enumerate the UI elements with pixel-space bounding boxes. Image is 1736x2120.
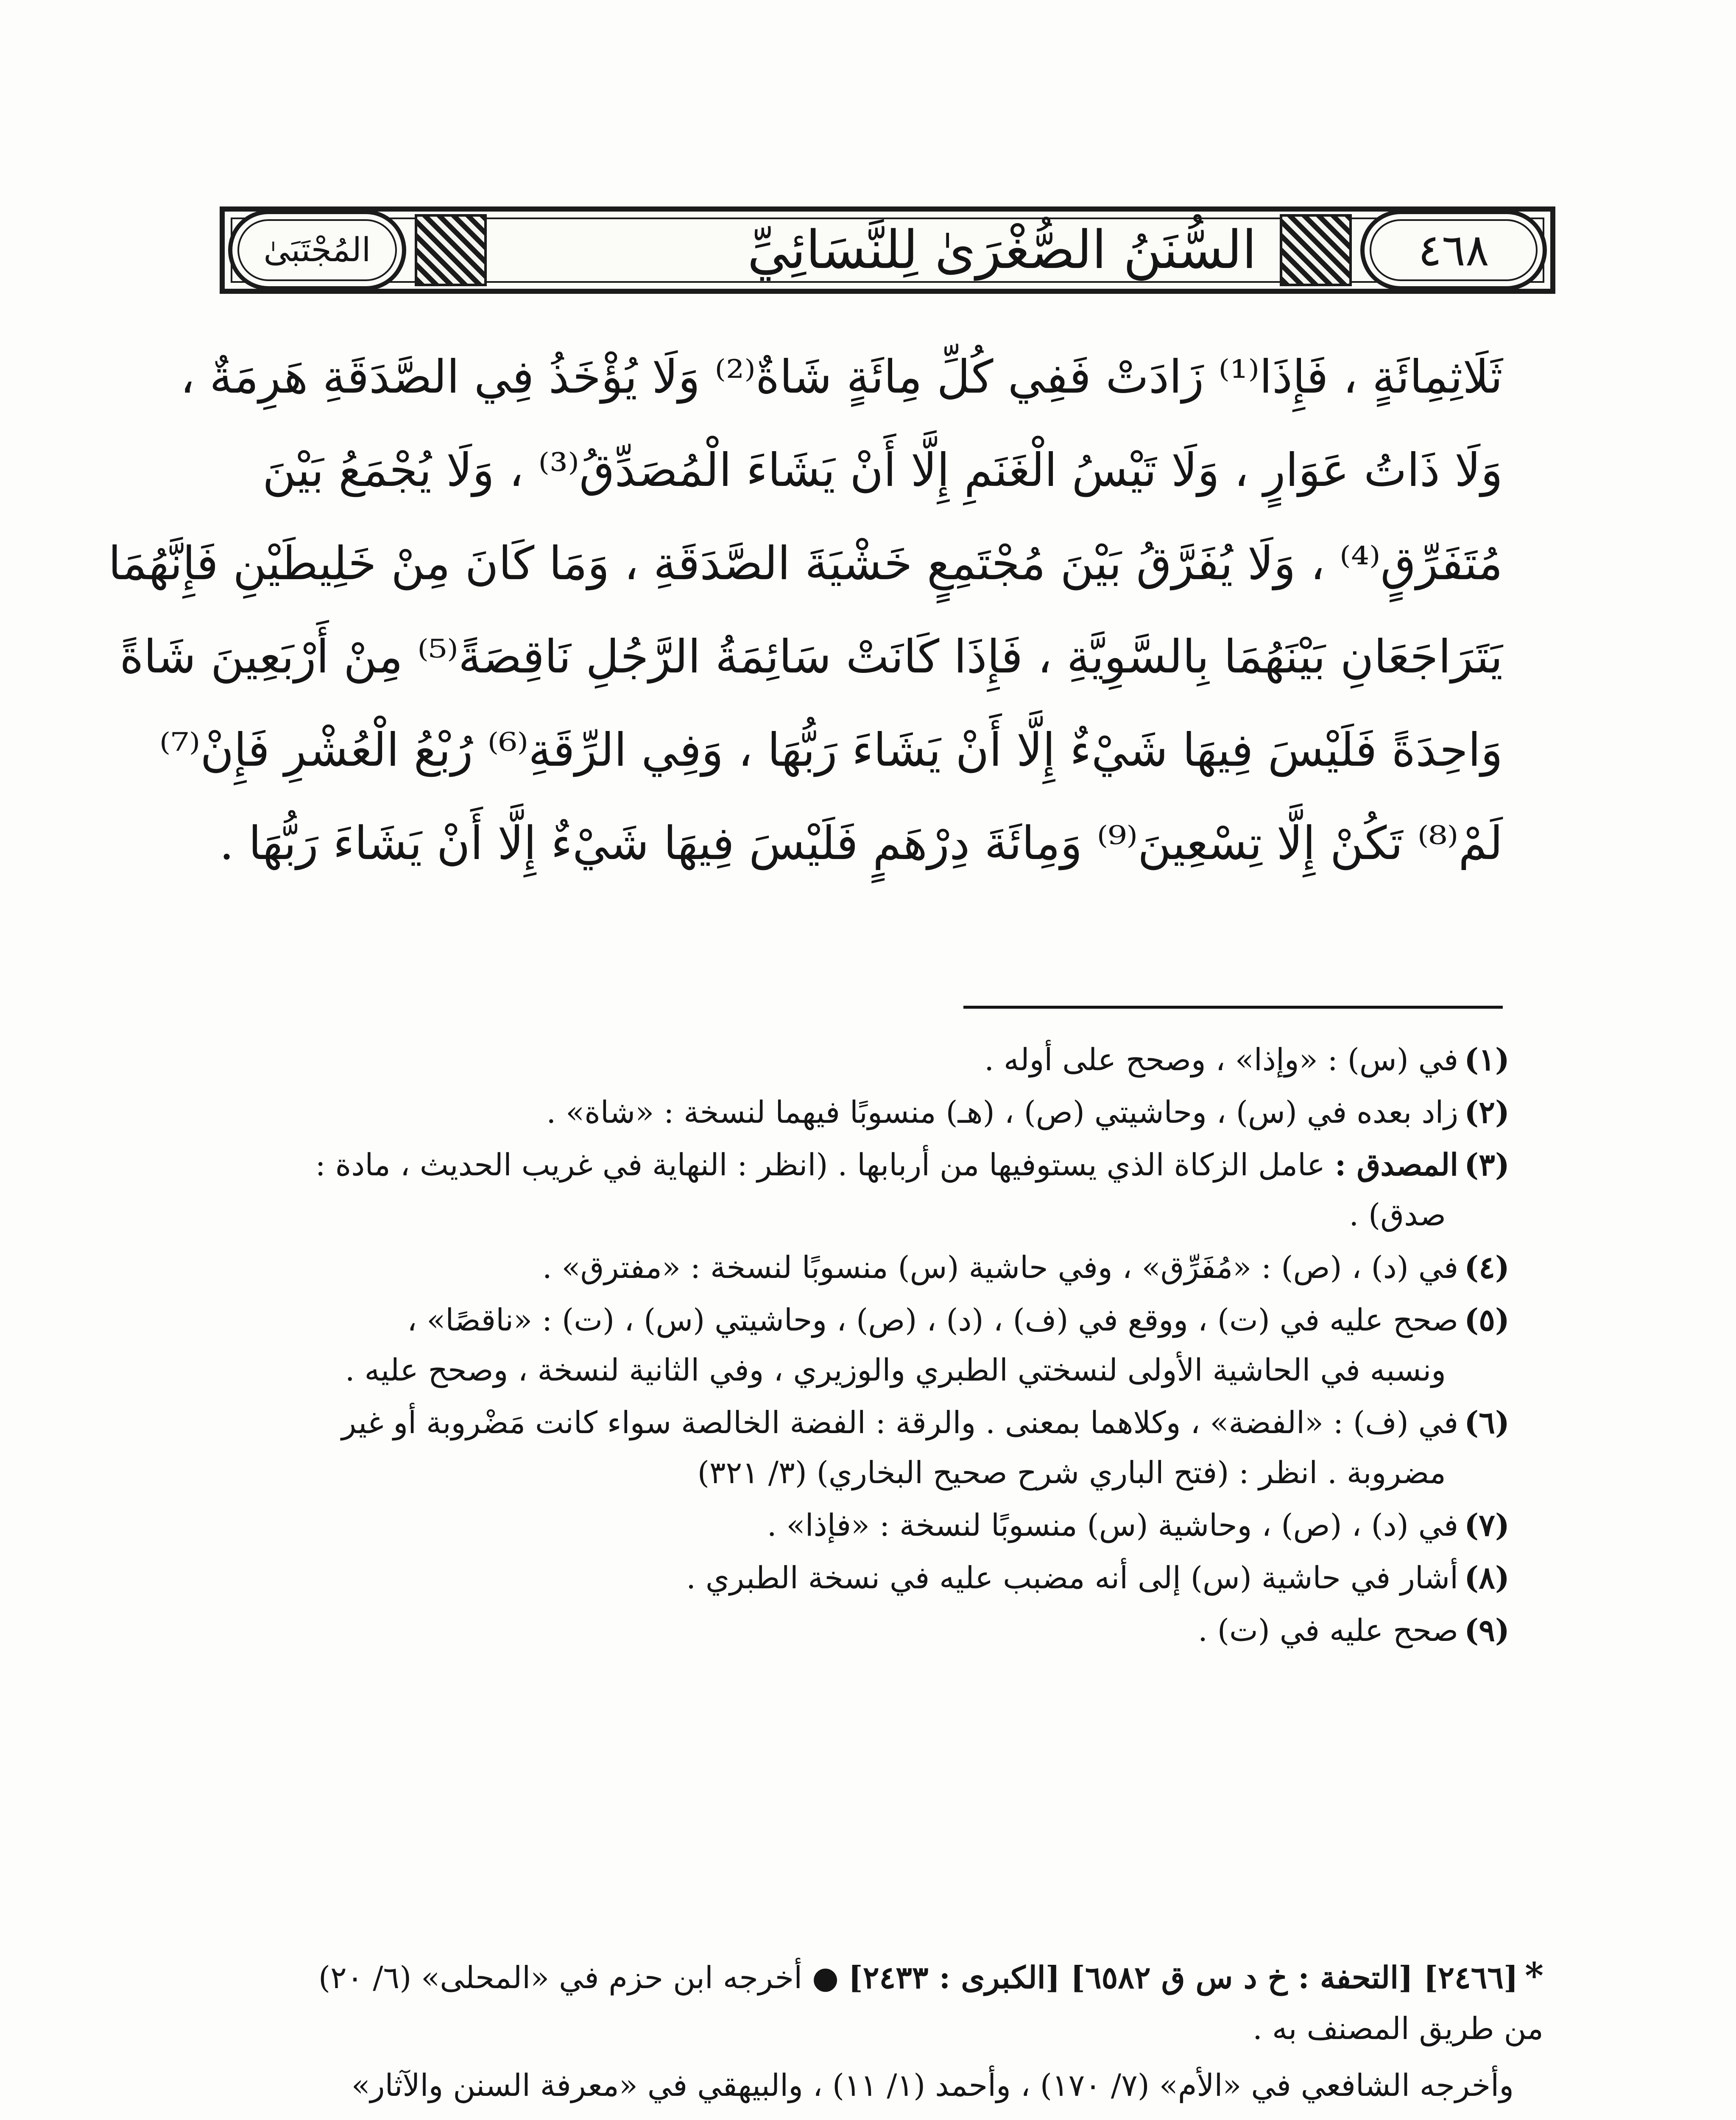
footnote bbox=[204, 1605, 1510, 1655]
main-text-line: مُتَفَرِّقٍ⁽⁴⁾ ، وَلَا يُفَرَّقُ بَيْنَ مُجْتَمِعٍ خَشْيَةَ الصَّدَقَةِ ، وَمَا كَانَ مِنْ خَلِيطَيْنِ فَإِنَّهُمَا bbox=[108, 537, 1503, 590]
page-number-cartouche bbox=[1360, 210, 1547, 290]
page-number: ٤٦٨ bbox=[1418, 224, 1489, 276]
main-text-line: ثَلَاثِمِائَةٍ ، فَإِذَا⁽¹⁾ زَادَتْ فَفِي كُلِّ مِائَةٍ شَاةٌ⁽²⁾ وَلَا يُؤْخَذُ فِي الصَّدَقَةِ هَرِمَةٌ ، bbox=[180, 351, 1503, 404]
footnote-number: (١) bbox=[1464, 1041, 1510, 1077]
takhrij-paragraph bbox=[204, 2060, 1543, 2111]
main-text-line: وَلَا ذَاتُ عَوَارٍ ، وَلَا تَيْسُ الْغَنَمِ إِلَّا أَنْ يَشَاءَ الْمُصَدِّقُ⁽³⁾ ، وَلَا يُجْمَعُ بَيْنَ bbox=[262, 444, 1503, 497]
book-title: السُّنَنُ الصُّغْرَىٰ لِلنَّسَائِيِّ bbox=[747, 220, 1257, 281]
footnote-number: (٩) bbox=[1464, 1612, 1510, 1648]
footnote bbox=[204, 1295, 1510, 1395]
short-title-cartouche bbox=[228, 210, 406, 290]
footnote-text: في (ف) : «الفضة» ، وكلاهما بمعنى . والرقة : الفضة الخالصة سواء كانت مَضْروبة أو غير bbox=[341, 1405, 1459, 1440]
takhrij-text: أخرجه ابن حزم في «المحلى» (٦/ ٢٠) bbox=[318, 1960, 803, 1995]
footnote-term: المصدق : bbox=[1334, 1146, 1459, 1183]
ornament-left-icon bbox=[415, 214, 487, 286]
footnote-number: (٢) bbox=[1464, 1094, 1510, 1130]
footnote bbox=[204, 1553, 1510, 1603]
footnote-text: أشار في حاشية (س) إلى أنه مضبب عليه في نسخة الطبري . bbox=[686, 1560, 1459, 1596]
footnote-number: (٦) bbox=[1464, 1404, 1510, 1440]
footnote bbox=[204, 1140, 1510, 1240]
asterisk-icon: * bbox=[1525, 1955, 1543, 1997]
footnote bbox=[204, 1087, 1510, 1137]
takhrij-reference: [٢٤٦٦] [التحفة : خ د س ق ٦٥٨٢] [الكبرى : ٢٤٣٣] bbox=[848, 1959, 1518, 1995]
takhrij-text: من طريق المصنف به . bbox=[1253, 2011, 1543, 2046]
footnote-text: زاد بعده في (س) ، وحاشيتي (ص) ، (هـ) منسوبًا فيهما لنسخة : «شاة» . bbox=[546, 1094, 1459, 1130]
footnote bbox=[204, 1398, 1510, 1498]
footnotes bbox=[204, 1035, 1510, 1658]
main-text-line: لَمْ⁽⁸⁾ تَكُنْ إِلَّا تِسْعِينَ⁽⁹⁾ وَمِائَةَ دِرْهَمٍ فَلَيْسَ فِيهَا شَيْءٌ إِلَّا أَنْ يَشَاءَ رَبُّهَا . bbox=[219, 817, 1503, 870]
takhrij-paragraph-continuation bbox=[204, 2117, 1543, 2120]
takhrij-text: وأخرجه الشافعي في «الأم» (٧/ ١٧٠) ، وأحمد (١/ ١١) ، والبيهقي في «معرفة السنن والآثار» bbox=[351, 2067, 1514, 2103]
short-title: المُجْتَبَىٰ bbox=[263, 231, 371, 269]
running-header bbox=[220, 197, 1555, 303]
footnote-number: (٣) bbox=[1464, 1146, 1510, 1183]
main-text-line: يَتَرَاجَعَانِ بَيْنَهُمَا بِالسَّوِيَّةِ ، فَإِذَا كَانَتْ سَائِمَةُ الرَّجُلِ نَاقِصَةً⁽⁵⁾ مِنْ أَرْبَعِينَ شَاةً bbox=[120, 630, 1503, 683]
bullet-icon: ● bbox=[812, 1960, 839, 1995]
footnote-text: صحح عليه في (ت) . bbox=[1198, 1612, 1459, 1648]
footnote-text: في (س) : «وإذا» ، وصحح على أوله . bbox=[984, 1042, 1459, 1077]
footnote-number: (٥) bbox=[1464, 1302, 1510, 1338]
footnote-text: عامل الزكاة الذي يستوفيها من أربابها . (انظر : النهاية في غريب الحديث ، مادة : bbox=[315, 1147, 1325, 1183]
main-text-line: وَاحِدَةً فَلَيْسَ فِيهَا شَيْءٌ إِلَّا أَنْ يَشَاءَ رَبُّهَا ، وَفِي الرِّقَةِ⁽⁶⁾ رُبْعُ الْعُشْرِ فَإِنْ⁽⁷⁾ bbox=[159, 724, 1503, 777]
footnote-number: (٤) bbox=[1464, 1249, 1510, 1285]
footnote bbox=[204, 1035, 1510, 1085]
footnote-number: (٨) bbox=[1464, 1559, 1510, 1596]
footnote-continuation: ونسبه في الحاشية الأولى لنسختي الطبري والوزيري ، وفي الثانية لنسخة ، وصحح عليه . bbox=[345, 1352, 1446, 1388]
footnote bbox=[204, 1500, 1510, 1550]
footnote-number: (٧) bbox=[1464, 1507, 1510, 1543]
footnote-continuation: صدق) . bbox=[1349, 1197, 1446, 1233]
footnote-text: في (د) ، (ص) ، وحاشية (س) منسوبًا لنسخة : «فإذا» . bbox=[767, 1507, 1459, 1543]
footnote bbox=[204, 1242, 1510, 1292]
takhrij-header-paragraph bbox=[204, 1950, 1543, 2054]
takhrij-section bbox=[204, 1950, 1543, 2120]
footnote-text: صحح عليه في (ت) ، ووقع في (ف) ، (د) ، (ص) ، وحاشيتي (س) ، (ت) : «ناقصًا» ، bbox=[407, 1302, 1459, 1338]
main-text bbox=[108, 331, 1503, 890]
footnote-continuation: مضروبة . انظر : (فتح الباري شرح صحيح البخاري) (٣/ ٣٢١) bbox=[697, 1455, 1446, 1490]
footnote-separator bbox=[963, 1006, 1503, 1009]
footnote-text: في (د) ، (ص) : «مُفَرِّق» ، وفي حاشية (س) منسوبًا لنسخة : «مفترق» . bbox=[542, 1250, 1459, 1285]
